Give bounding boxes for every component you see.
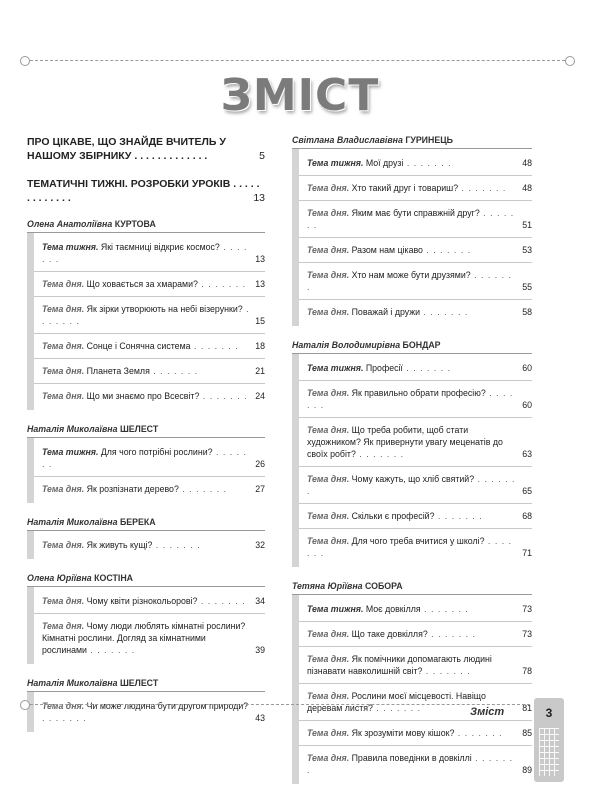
page-number: 3 (545, 706, 553, 720)
topic-title: Чому люди люблять кімнатні рослини? Кімнатні рослини. Догляд за кімнатними рослинами (42, 621, 246, 655)
page-ref: 53 (522, 245, 532, 255)
toc-entry[interactable] (299, 647, 532, 684)
page-ref: 51 (522, 220, 532, 230)
toc-entry[interactable] (299, 467, 532, 504)
top-dashed-rule (30, 60, 565, 61)
toc-entry[interactable] (299, 201, 532, 238)
right-sections (292, 135, 532, 784)
page-ref: 13 (255, 254, 265, 264)
toc-entry[interactable] (299, 418, 532, 467)
intro-entry[interactable] (27, 135, 265, 163)
topic-group (292, 149, 532, 326)
page-ref: 85 (522, 728, 532, 738)
topic-label: Тема дня. (307, 511, 350, 521)
topic-title: Які таємниці відкриє космос? (100, 242, 220, 252)
toc-entry[interactable] (299, 529, 532, 565)
topic-label: Тема дня. (307, 183, 350, 193)
topic-group (27, 587, 265, 664)
author-name: Світлана Владиславівна (292, 135, 403, 145)
toc-entry[interactable] (299, 597, 532, 622)
page-ref: 71 (522, 548, 532, 558)
dot-leader: . . . . . . . . . . . . . (27, 178, 260, 204)
topic-group (292, 595, 532, 784)
page-ref: 68 (522, 511, 532, 521)
topic-title: Чому квіти різнокольорові? (86, 596, 198, 606)
page-ref: 58 (522, 307, 532, 317)
author-heading (27, 573, 265, 587)
page-ref: 13 (253, 192, 265, 204)
tab-grid-decoration (539, 728, 559, 776)
dot-leader: . . . . . . . (307, 474, 516, 496)
page-ref: 5 (259, 150, 265, 162)
page-number-tab (534, 698, 564, 782)
page-ref: 60 (522, 400, 532, 410)
topic-label: Тема тижня. (307, 604, 364, 614)
page-ref: 60 (522, 363, 532, 373)
page-ref: 73 (522, 604, 532, 614)
toc-entry[interactable] (34, 297, 265, 334)
topic-label: Тема дня. (307, 425, 350, 435)
author-name: Наталія Володимирівна (292, 340, 401, 350)
topic-label: Тема дня. (42, 701, 85, 711)
page-ref: 34 (255, 596, 265, 606)
toc-entry[interactable] (34, 614, 265, 662)
topic-title: Планета Земля (86, 366, 150, 376)
page-ref: 89 (522, 765, 532, 775)
topic-label: Тема дня. (307, 629, 350, 639)
toc-entry[interactable] (299, 356, 532, 381)
dot-leader: . . . . . . . (402, 363, 452, 373)
toc-entry[interactable] (34, 272, 265, 297)
dot-leader: . . . . . . . (307, 536, 513, 558)
author-heading (27, 517, 265, 531)
dot-leader: . . . . . . . (152, 540, 201, 550)
topic-title: Як зрозуміти мову кішок? (351, 728, 455, 738)
dot-leader: . . . . . . . (355, 449, 405, 459)
bottom-dashed-rule (30, 704, 530, 705)
page-ref: 81 (522, 703, 532, 713)
author-heading (292, 581, 532, 595)
topic-title: Мої друзі (365, 158, 404, 168)
topic-label: Тема дня. (42, 341, 85, 351)
topic-label: Тема дня. (307, 208, 350, 218)
toc-entry[interactable] (34, 694, 265, 730)
author-heading (292, 340, 532, 354)
rule-end-circle (20, 56, 30, 66)
author-surname: БОНДАР (402, 340, 441, 350)
toc-entry[interactable] (299, 504, 532, 529)
author-surname: БЕРЕКА (119, 517, 156, 527)
topic-label: Тема дня. (42, 391, 85, 401)
topic-title: Як зірки утворюють на небі візерунки? (86, 304, 243, 314)
topic-title: Поважай і дружи (351, 307, 421, 317)
author-name: Олена Анатоліївна (27, 219, 113, 229)
topic-title: Хто нам може бути друзями? (351, 270, 471, 280)
author-heading (27, 424, 265, 438)
toc-entry[interactable] (34, 589, 265, 614)
toc-entry[interactable] (299, 300, 532, 324)
topic-group (292, 354, 532, 567)
topic-title: Чи може людина бути другом природи? (86, 701, 249, 711)
author-name: Наталія Миколаївна (27, 678, 118, 688)
footer-section-label: Зміст (470, 706, 505, 718)
topic-title: Що ховається за хмарами? (86, 279, 198, 289)
toc-entry[interactable] (299, 176, 532, 201)
toc-entry[interactable] (34, 235, 265, 272)
topic-title: Моє довкілля (365, 604, 421, 614)
page-ref: 48 (522, 183, 532, 193)
toc-entry[interactable] (34, 533, 265, 557)
page-ref: 48 (522, 158, 532, 168)
topic-label: Тема дня. (307, 307, 350, 317)
toc-entry[interactable] (299, 622, 532, 647)
topic-group (27, 531, 265, 559)
topic-title: Скільки є професій? (351, 511, 435, 521)
topic-title: Як розпізнати дерево? (86, 484, 179, 494)
author-surname: КУРТОВА (114, 219, 156, 229)
page-ref: 78 (522, 666, 532, 676)
intro-entry[interactable] (27, 177, 265, 205)
topic-title: Рослини моєї місцевості. Навіщо деревам листя? (307, 691, 486, 713)
topic-title: Професії (365, 363, 403, 373)
author-heading (292, 135, 532, 149)
topic-label: Тема дня. (42, 596, 85, 606)
page-ref: 13 (255, 279, 265, 289)
dot-leader: . . . . . . . (86, 645, 136, 655)
dot-leader: . . . . . . . (372, 703, 422, 713)
toc-entry[interactable] (34, 384, 265, 408)
page-ref: 63 (522, 449, 532, 459)
intro-entry-text: ПРО ЦІКАВЕ, ЩО ЗНАЙДЕ ВЧИТЕЛЬ У НАШОМУ ЗБІРНИКУ (27, 136, 226, 162)
author-surname: СОБОРА (364, 581, 403, 591)
toc-entry[interactable] (299, 721, 532, 746)
topic-title: Як живуть кущі? (86, 540, 153, 550)
dot-leader: . . . . . . . (149, 366, 199, 376)
dot-leader: . . . . . . . (403, 158, 452, 168)
topic-title: Що таке довкілля? (351, 629, 428, 639)
page-ref: 73 (522, 629, 532, 639)
topic-label: Тема дня. (42, 279, 85, 289)
toc-entry[interactable] (299, 238, 532, 263)
topic-title: Сонце і Сонячна система (86, 341, 191, 351)
topic-title: Для чого треба вчитися у школі? (351, 536, 485, 546)
dot-leader: . . . . . . . (307, 208, 515, 230)
topic-label: Тема дня. (42, 540, 85, 550)
dot-leader: . . . . . . . (190, 341, 239, 351)
topic-group (27, 692, 265, 732)
dot-leader: . . . . . . . (42, 304, 250, 326)
topic-label: Тема дня. (42, 304, 85, 314)
topic-title: Правила поведінки в довкіллі (351, 753, 472, 763)
topic-group (27, 233, 265, 410)
topic-title: Як помічники допомагають людині пізнавати навколишній світ? (307, 654, 492, 676)
toc-entry[interactable] (299, 263, 532, 300)
topic-label: Тема дня. (307, 654, 350, 664)
dot-leader: . . . . . . . (307, 270, 512, 292)
page-ref: 39 (255, 645, 265, 655)
topic-title: Чому кажуть, що хліб святий? (351, 474, 475, 484)
page-ref: 43 (255, 713, 265, 723)
topic-title: Що треба робити, щоб стати художником? Як привернути увагу меценатів до своїх робіт? (307, 425, 503, 459)
dot-leader: . . . . . . . (178, 484, 228, 494)
dot-leader: . . . . . . . (422, 666, 471, 676)
rule-end-circle (20, 700, 30, 710)
dot-leader: . . . . . . . (199, 391, 248, 401)
author-surname: КОСТІНА (94, 573, 134, 583)
dot-leader: . . . . . . . (427, 629, 476, 639)
dot-leader: . . . . . . . (307, 388, 514, 410)
topic-label: Тема тижня. (42, 242, 99, 252)
topic-label: Тема дня. (307, 474, 350, 484)
author-surname: ШЕЛЕСТ (119, 678, 159, 688)
left-sections (27, 219, 265, 732)
topic-label: Тема дня. (42, 366, 85, 376)
dot-leader: . . . . . . . (307, 753, 514, 775)
page-ref: 18 (255, 341, 265, 351)
author-name: Наталія Миколаївна (27, 517, 118, 527)
topic-label: Тема тижня. (307, 363, 364, 373)
dot-leader: . . . . . . . (454, 728, 503, 738)
topic-group (27, 438, 265, 503)
toc-entry[interactable] (299, 746, 532, 782)
page-ref: 26 (255, 459, 265, 469)
page-ref: 27 (255, 484, 265, 494)
author-surname: ГУРИНЕЦЬ (405, 135, 453, 145)
topic-title: Як правильно обрати професію? (351, 388, 486, 398)
intro-entries (27, 135, 265, 205)
topic-title: Хто такий друг і товариш? (351, 183, 459, 193)
topic-label: Тема дня. (307, 536, 350, 546)
topic-label: Тема дня. (307, 388, 350, 398)
toc-entry[interactable] (299, 151, 532, 176)
dot-leader: . . . . . . . (42, 713, 87, 723)
author-surname: ШЕЛЕСТ (119, 424, 159, 434)
toc-entry[interactable] (34, 359, 265, 384)
author-name: Тетяна Юріївна (292, 581, 363, 591)
topic-label: Тема дня. (42, 484, 85, 494)
author-name: Наталія Миколаївна (27, 424, 118, 434)
toc-entry[interactable] (34, 334, 265, 359)
dot-leader: . . . . . . . (42, 242, 248, 264)
toc-right-column (292, 135, 532, 798)
author-heading (27, 678, 265, 692)
topic-title: Разом нам цікаво (351, 245, 423, 255)
page-ref: 65 (522, 486, 532, 496)
dot-leader: . . . . . . . (458, 183, 507, 193)
topic-label: Тема дня. (307, 245, 350, 255)
page-ref: 15 (255, 316, 265, 326)
page-ref: 24 (255, 391, 265, 401)
topic-label: Тема дня. (307, 270, 350, 280)
author-name: Олена Юріївна (27, 573, 92, 583)
author-heading (27, 219, 265, 233)
topic-title: Яким має бути справжній друг? (351, 208, 480, 218)
topic-label: Тема дня. (307, 728, 350, 738)
dot-leader: . . . . . . . (420, 307, 469, 317)
dot-leader: . . . . . . . (434, 511, 483, 521)
topic-title: Що ми знаємо про Всесвіт? (86, 391, 200, 401)
topic-title: Для чого потрібні рослини? (100, 447, 213, 457)
page-ref: 32 (255, 540, 265, 550)
toc-left-column (27, 135, 265, 746)
dot-leader: . . . . . . . (197, 596, 246, 606)
topic-label: Тема тижня. (307, 158, 364, 168)
topic-label: Тема дня. (42, 621, 85, 631)
rule-end-circle (565, 56, 575, 66)
page-title: ЗМІСТ (220, 70, 380, 121)
dot-leader: . . . . . . . (197, 279, 247, 289)
dot-leader: . . . . . . . (42, 447, 247, 469)
page-ref: 55 (522, 282, 532, 292)
dot-leader: . . . . . . . (422, 245, 472, 255)
dot-leader: . . . . . . . . . . . . . (131, 150, 208, 162)
page-ref: 21 (255, 366, 265, 376)
intro-entry-text: ТЕМАТИЧНІ ТИЖНІ. РОЗРОБКИ УРОКІВ (27, 178, 231, 190)
topic-label: Тема дня. (307, 753, 350, 763)
toc-entry[interactable] (34, 477, 265, 501)
toc-entry[interactable] (34, 440, 265, 477)
toc-entry[interactable] (299, 381, 532, 418)
dot-leader: . . . . . . . (420, 604, 469, 614)
topic-label: Тема дня. (307, 691, 350, 701)
topic-label: Тема тижня. (42, 447, 99, 457)
